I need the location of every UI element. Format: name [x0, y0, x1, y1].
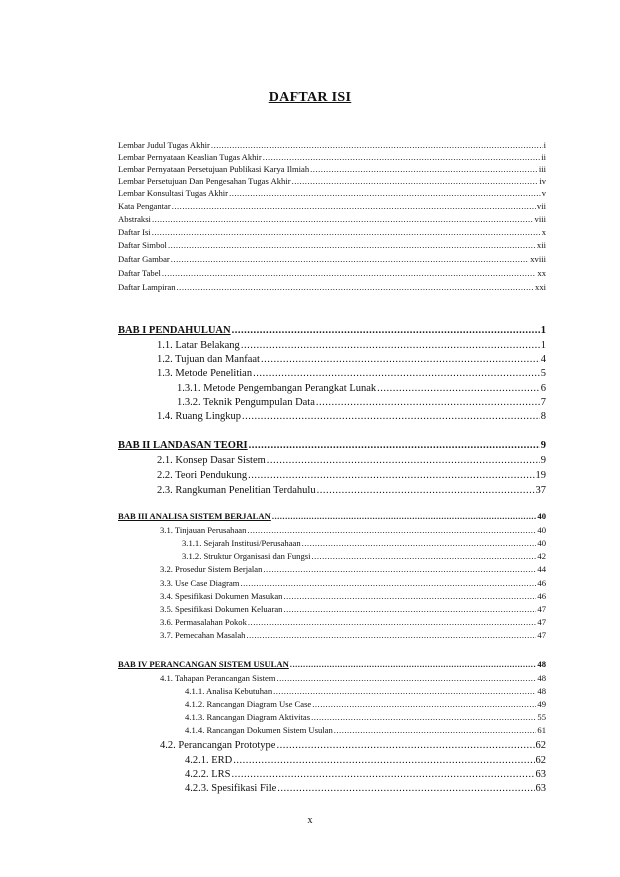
toc-entry-page: 1	[540, 340, 546, 351]
chapter-heading-label: BAB III ANALISA SISTEM BERJALAN	[118, 511, 271, 521]
toc-entry-label: Lembar Persetujuan Dan Pengesahan Tugas Akhir	[118, 176, 291, 186]
toc-entry-label: 3.3. Use Case Diagram	[160, 578, 240, 588]
toc-entry[interactable]	[157, 411, 546, 422]
toc-entry-page: 40	[537, 525, 546, 535]
toc-leader	[276, 740, 534, 751]
toc-leader	[272, 511, 537, 521]
chapter-heading-page: 1	[540, 325, 546, 336]
toc-entry-label: 3.1.2. Struktur Organisasi dan Fungsi	[182, 551, 311, 561]
chapter-heading-label: BAB I PENDAHULUAN	[118, 325, 231, 336]
toc-entry-page: 46	[537, 578, 546, 588]
toc-leader	[246, 630, 536, 640]
toc-leader	[263, 152, 541, 162]
toc-leader	[240, 578, 536, 588]
toc-entry-label: Kata Pengantar	[118, 201, 171, 211]
toc-leader	[283, 591, 536, 601]
toc-entry-page: iii	[538, 164, 546, 174]
toc-entry-page: viii	[534, 214, 546, 224]
toc-entry[interactable]	[160, 630, 546, 640]
toc-leader	[171, 254, 529, 264]
toc-entry-label: 3.2. Prosedur Sistem Berjalan	[160, 564, 263, 574]
toc-entry[interactable]	[182, 538, 546, 548]
toc-entry-page: 5	[540, 368, 546, 379]
toc-leader	[302, 538, 537, 548]
chapter-heading-label: BAB II LANDASAN TEORI	[118, 440, 248, 451]
toc-entry[interactable]	[185, 699, 546, 709]
toc-entry-label: 3.4. Spesifikasi Dokumen Masukan	[160, 591, 283, 601]
toc-leader	[211, 140, 543, 150]
toc-leader	[229, 188, 541, 198]
toc-entry-page: 6	[540, 383, 546, 394]
toc-entry-page: xx	[537, 268, 546, 278]
toc-entry-page: ii	[541, 152, 546, 162]
toc-entry-page: x	[541, 227, 546, 237]
toc-entry[interactable]	[118, 188, 546, 198]
toc-entry-label: 1.3.2. Teknik Pengumpulan Data	[177, 397, 315, 408]
toc-leader	[261, 354, 540, 365]
chapter-heading[interactable]	[118, 511, 546, 521]
toc-entry-page: 44	[537, 564, 546, 574]
toc-entry-label: 4.2.2. LRS	[185, 769, 231, 780]
toc-entry[interactable]	[185, 783, 546, 794]
toc-entry-label: 3.1.1. Sejarah Institusi/Perusahaan	[182, 538, 301, 548]
toc-leader	[317, 485, 535, 496]
toc-entry-page: 47	[537, 617, 546, 627]
toc-entry[interactable]	[185, 725, 546, 735]
toc-entry-label: 2.1. Konsep Dasar Sistem	[157, 455, 266, 466]
toc-entry-label: 3.1. Tinjauan Perusahaan	[160, 525, 247, 535]
toc-entry[interactable]	[160, 617, 546, 627]
toc-entry-page: 46	[537, 591, 546, 601]
toc-entry-page: 47	[537, 604, 546, 614]
chapter-heading-page: 48	[537, 659, 546, 669]
toc-entry-label: Daftar Gambar	[118, 254, 170, 264]
toc-entry-page: vii	[536, 201, 546, 211]
toc-entry[interactable]	[160, 578, 546, 588]
chapter-heading[interactable]	[118, 325, 546, 336]
toc-leader	[292, 176, 539, 186]
toc-entry-label: 1.3. Metode Penelitian	[157, 368, 253, 379]
toc-entry-page: 42	[537, 551, 546, 561]
toc-leader	[177, 282, 535, 292]
toc-entry-page: iv	[539, 176, 546, 186]
toc-entry-label: 3.7. Pemecahan Masalah	[160, 630, 246, 640]
toc-entry-page: 47	[537, 630, 546, 640]
toc-entry-page: 8	[540, 411, 546, 422]
toc-leader	[267, 455, 540, 466]
toc-entry-label: Lembar Pernyataan Persetujuan Publikasi Karya Ilmiah	[118, 164, 310, 174]
toc-entry[interactable]	[157, 485, 546, 496]
toc-entry-label: 3.5. Spesifikasi Dokumen Keluaran	[160, 604, 283, 614]
toc-entry-label: Daftar Isi	[118, 227, 151, 237]
toc-entry[interactable]	[157, 354, 546, 365]
toc-entry-label: 4.1. Tahapan Perancangan Sistem	[160, 673, 276, 683]
toc-leader	[312, 699, 536, 709]
toc-entry-page: v	[541, 188, 546, 198]
toc-entry-page: xxi	[535, 282, 546, 292]
toc-entry[interactable]	[160, 591, 546, 601]
toc-leader	[312, 551, 537, 561]
toc-leader	[247, 525, 536, 535]
toc-entry-page: xii	[536, 240, 546, 250]
toc-entry-page: 62	[535, 740, 546, 751]
toc-leader	[232, 325, 540, 336]
toc-entry-page: 62	[535, 755, 546, 766]
toc-leader	[241, 340, 540, 351]
toc-entry-label: 4.2. Perancangan Prototype	[160, 740, 276, 751]
toc-entry[interactable]	[118, 240, 546, 250]
toc-entry-label: Abstraksi	[118, 214, 151, 224]
toc-entry[interactable]	[118, 214, 546, 224]
toc-entry[interactable]	[157, 340, 546, 351]
chapter-heading-page: 40	[537, 511, 546, 521]
toc-leader	[277, 783, 534, 794]
toc-entry-label: 3.6. Permasalahan Pokok	[160, 617, 247, 627]
toc-leader	[334, 725, 537, 735]
toc-entry-label: 4.2.1. ERD	[185, 755, 233, 766]
toc-entry-label: Lembar Judul Tugas Akhir	[118, 140, 210, 150]
toc-entry[interactable]	[118, 164, 546, 174]
toc-entry[interactable]	[160, 673, 546, 683]
toc-entry-label: Daftar Tabel	[118, 268, 161, 278]
toc-entry-page: 48	[537, 673, 546, 683]
chapter-heading[interactable]	[118, 440, 546, 451]
toc-entry-label: 4.1.1. Analisa Kebutuhan	[185, 686, 273, 696]
toc-entry-page: 48	[537, 686, 546, 696]
toc-entry-page: 61	[537, 725, 546, 735]
toc-leader	[283, 604, 536, 614]
toc-entry-label: 4.2.3. Spesifikasi File	[185, 783, 277, 794]
toc-leader	[276, 673, 536, 683]
toc-entry-page: i	[543, 140, 546, 150]
toc-entry-label: 1.1. Latar Belakang	[157, 340, 240, 351]
toc-entry[interactable]	[160, 740, 546, 751]
toc-leader	[290, 659, 537, 669]
toc-entry-label: 2.2. Teori Pendukung	[157, 470, 248, 481]
toc-entry[interactable]	[118, 254, 546, 264]
toc-entry-page: 9	[540, 455, 546, 466]
toc-leader	[248, 470, 534, 481]
toc-entry-label: Daftar Lampiran	[118, 282, 176, 292]
toc-entry[interactable]	[182, 551, 546, 561]
toc-leader	[168, 240, 536, 250]
toc-entry[interactable]	[185, 712, 546, 722]
toc-entry[interactable]	[160, 604, 546, 614]
toc-entry[interactable]	[157, 368, 546, 379]
toc-leader	[311, 712, 536, 722]
toc-leader	[233, 755, 534, 766]
toc-leader	[377, 383, 540, 394]
toc-entry[interactable]	[157, 470, 546, 481]
toc-entry-label: Lembar Konsultasi Tugas Akhir	[118, 188, 229, 198]
toc-entry-label: 4.1.2. Rancangan Diagram Use Case	[185, 699, 312, 709]
toc-entry[interactable]	[118, 140, 546, 150]
toc-entry-page: xviii	[530, 254, 546, 264]
toc-leader	[172, 201, 536, 211]
toc-entry-label: 2.3. Rangkuman Penelitian Terdahulu	[157, 485, 316, 496]
toc-entry-label: 1.3.1. Metode Pengembangan Perangkat Lunak	[177, 383, 377, 394]
toc-leader	[242, 411, 540, 422]
toc-entry-page: 63	[535, 783, 546, 794]
toc-entry[interactable]	[160, 564, 546, 574]
toc-leader	[253, 368, 540, 379]
toc-entry[interactable]	[177, 397, 546, 408]
toc-entry[interactable]	[160, 525, 546, 535]
toc-leader	[316, 397, 540, 408]
toc-entry[interactable]	[118, 227, 546, 237]
toc-entry[interactable]	[185, 755, 546, 766]
toc-entry[interactable]	[185, 769, 546, 780]
toc-entry[interactable]	[177, 383, 546, 394]
toc-entry-label: Daftar Simbol	[118, 240, 167, 250]
toc-leader	[232, 769, 535, 780]
toc-entry-page: 63	[535, 769, 546, 780]
toc-entry-label: 4.1.4. Rancangan Dokumen Sistem Usulan	[185, 725, 333, 735]
toc-entry[interactable]	[157, 455, 546, 466]
toc-leader	[248, 617, 537, 627]
toc-entry-label: 1.4. Ruang Lingkup	[157, 411, 241, 422]
chapter-heading-page: 9	[540, 440, 546, 451]
toc-leader	[152, 227, 541, 237]
page-number: x	[307, 815, 313, 826]
chapter-heading[interactable]	[118, 659, 546, 669]
toc-entry-label: 1.2. Tujuan dan Manfaat	[157, 354, 260, 365]
toc-leader	[263, 564, 536, 574]
toc-entry[interactable]	[118, 268, 546, 278]
toc-leader	[152, 214, 534, 224]
toc-entry-label: 4.1.3. Rancangan Diagram Aktivitas	[185, 712, 311, 722]
toc-leader	[273, 686, 536, 696]
toc-entry-page: 40	[537, 538, 546, 548]
toc-leader	[249, 440, 540, 451]
chapter-heading-label: BAB IV PERANCANGAN SISTEM USULAN	[118, 659, 289, 669]
toc-entry[interactable]	[118, 152, 546, 162]
toc-entry-page: 49	[537, 699, 546, 709]
toc-entry[interactable]	[185, 686, 546, 696]
toc-entry[interactable]	[118, 201, 546, 211]
toc-leader	[162, 268, 537, 278]
toc-entry-page: 7	[540, 397, 546, 408]
toc-entry[interactable]	[118, 176, 546, 186]
toc-entry-page: 19	[535, 470, 546, 481]
toc-entry-label: Lembar Pernyataan Keaslian Tugas Akhir	[118, 152, 262, 162]
toc-entry[interactable]	[118, 282, 546, 292]
page-title: DAFTAR ISI	[268, 90, 352, 105]
toc-leader	[310, 164, 538, 174]
toc-entry-page: 37	[535, 485, 546, 496]
toc-entry-page: 4	[540, 354, 546, 365]
toc-entry-page: 55	[537, 712, 546, 722]
